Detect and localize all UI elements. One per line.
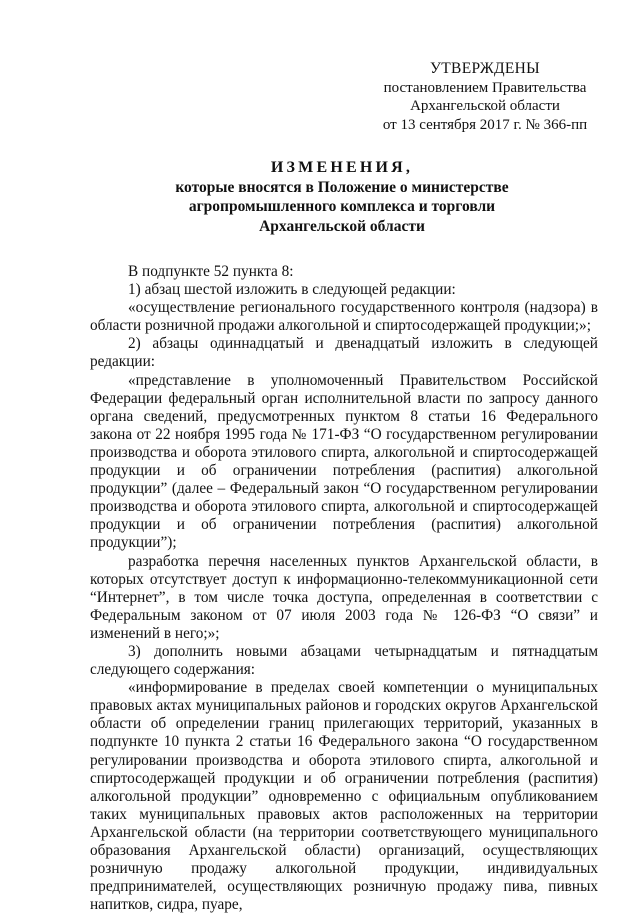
paragraph-item-2: 2) абзацы одиннадцатый и двенадцатый изложить в следующей редакции: bbox=[90, 335, 598, 371]
document-subtitle-line-2: агропромышленного комплекса и торговли bbox=[188, 198, 496, 215]
paragraph-item-2-text-b: разработка перечня населенных пунктов Архангельской области, в которых отсутствует доступ к информационно-телекоммуникационной сети “Интернет”, в том числе точка доступа, определенная в соответствии с Федеральным законом от 07 июля 2003 года № 126-ФЗ “О связи” и изменений в него;»; bbox=[90, 552, 598, 642]
paragraph-item-2-text-a: «представление в уполномоченный Правительством Российской Федерации федеральный орган исполнительной власти по запросу данного органа сведений, предусмотренных пунктом 8 статьи 16 Федерального закона от 22 ноября 1995 года № 171-ФЗ “О государственном регулировании производства и оборота этилового спирта, алкогольной и спиртосодержащей продукции и об ограничении потребления (распития) алкогольной продукции” (далее – Федеральный закон “О государственном регулировании производства и оборота этилового спирта, алкогольной и спиртосодержащей продукции и об ограничении потребления (распития) алкогольной продукции”); bbox=[90, 371, 598, 552]
paragraph-item-3-text: «информирование в пределах своей компетенции о муниципальных правовых актах муниципальных районов и городских округов Архангельской области об определении границ прилегающих территорий, указанных в подпункте 10 пункта 2 статьи 16 Федерального закона “О государственном регулировании производства и оборота этилового спирта, алкогольной и спиртосодержащей продукции и об ограничении потребления (распития) алкогольной продукции” одновременно с официальным опубликованием таких муниципальных правовых актов расположенных на территории Архангельской области (на территории соответствующего муниципального образования Архангельской области) организаций, осуществляющих розничную продажу алкогольной продукции, индивидуальных предпринимателей, осуществляющих розничную продажу пива, пивных напитков, сидра, пуаре, bbox=[90, 679, 598, 914]
document-subtitle-line-3: Архангельской области bbox=[259, 217, 425, 235]
document-heading bbox=[90, 158, 594, 236]
paragraph-item-1-text: «осуществление регионального государственного контроля (надзора) в области розничной продажи алкогольной и спиртосодержащей продукции;»; bbox=[90, 299, 598, 335]
paragraph-intro: В подпункте 52 пункта 8: bbox=[128, 263, 294, 280]
approval-line-1: постановлением Правительства bbox=[383, 79, 587, 96]
document-body bbox=[90, 263, 598, 914]
paragraph-item-1: 1) абзац шестой изложить в следующей редакции: bbox=[128, 281, 456, 299]
paragraph-item-3: 3) дополнить новыми абзацами четырнадцатым и пятнадцатым следующего содержания: bbox=[90, 642, 598, 679]
approval-stamp: УТВЕРЖДЕНЫ bbox=[430, 60, 540, 77]
document-title: ИЗМЕНЕНИЯ, bbox=[270, 159, 414, 176]
approval-line-2: Архангельской области bbox=[410, 98, 560, 114]
approval-line-3: от 13 сентября 2017 г. № 366-пп bbox=[382, 116, 588, 133]
document-subtitle-line-1: которые вносятся в Положение о министерстве bbox=[175, 178, 509, 196]
approval-block bbox=[360, 60, 610, 134]
